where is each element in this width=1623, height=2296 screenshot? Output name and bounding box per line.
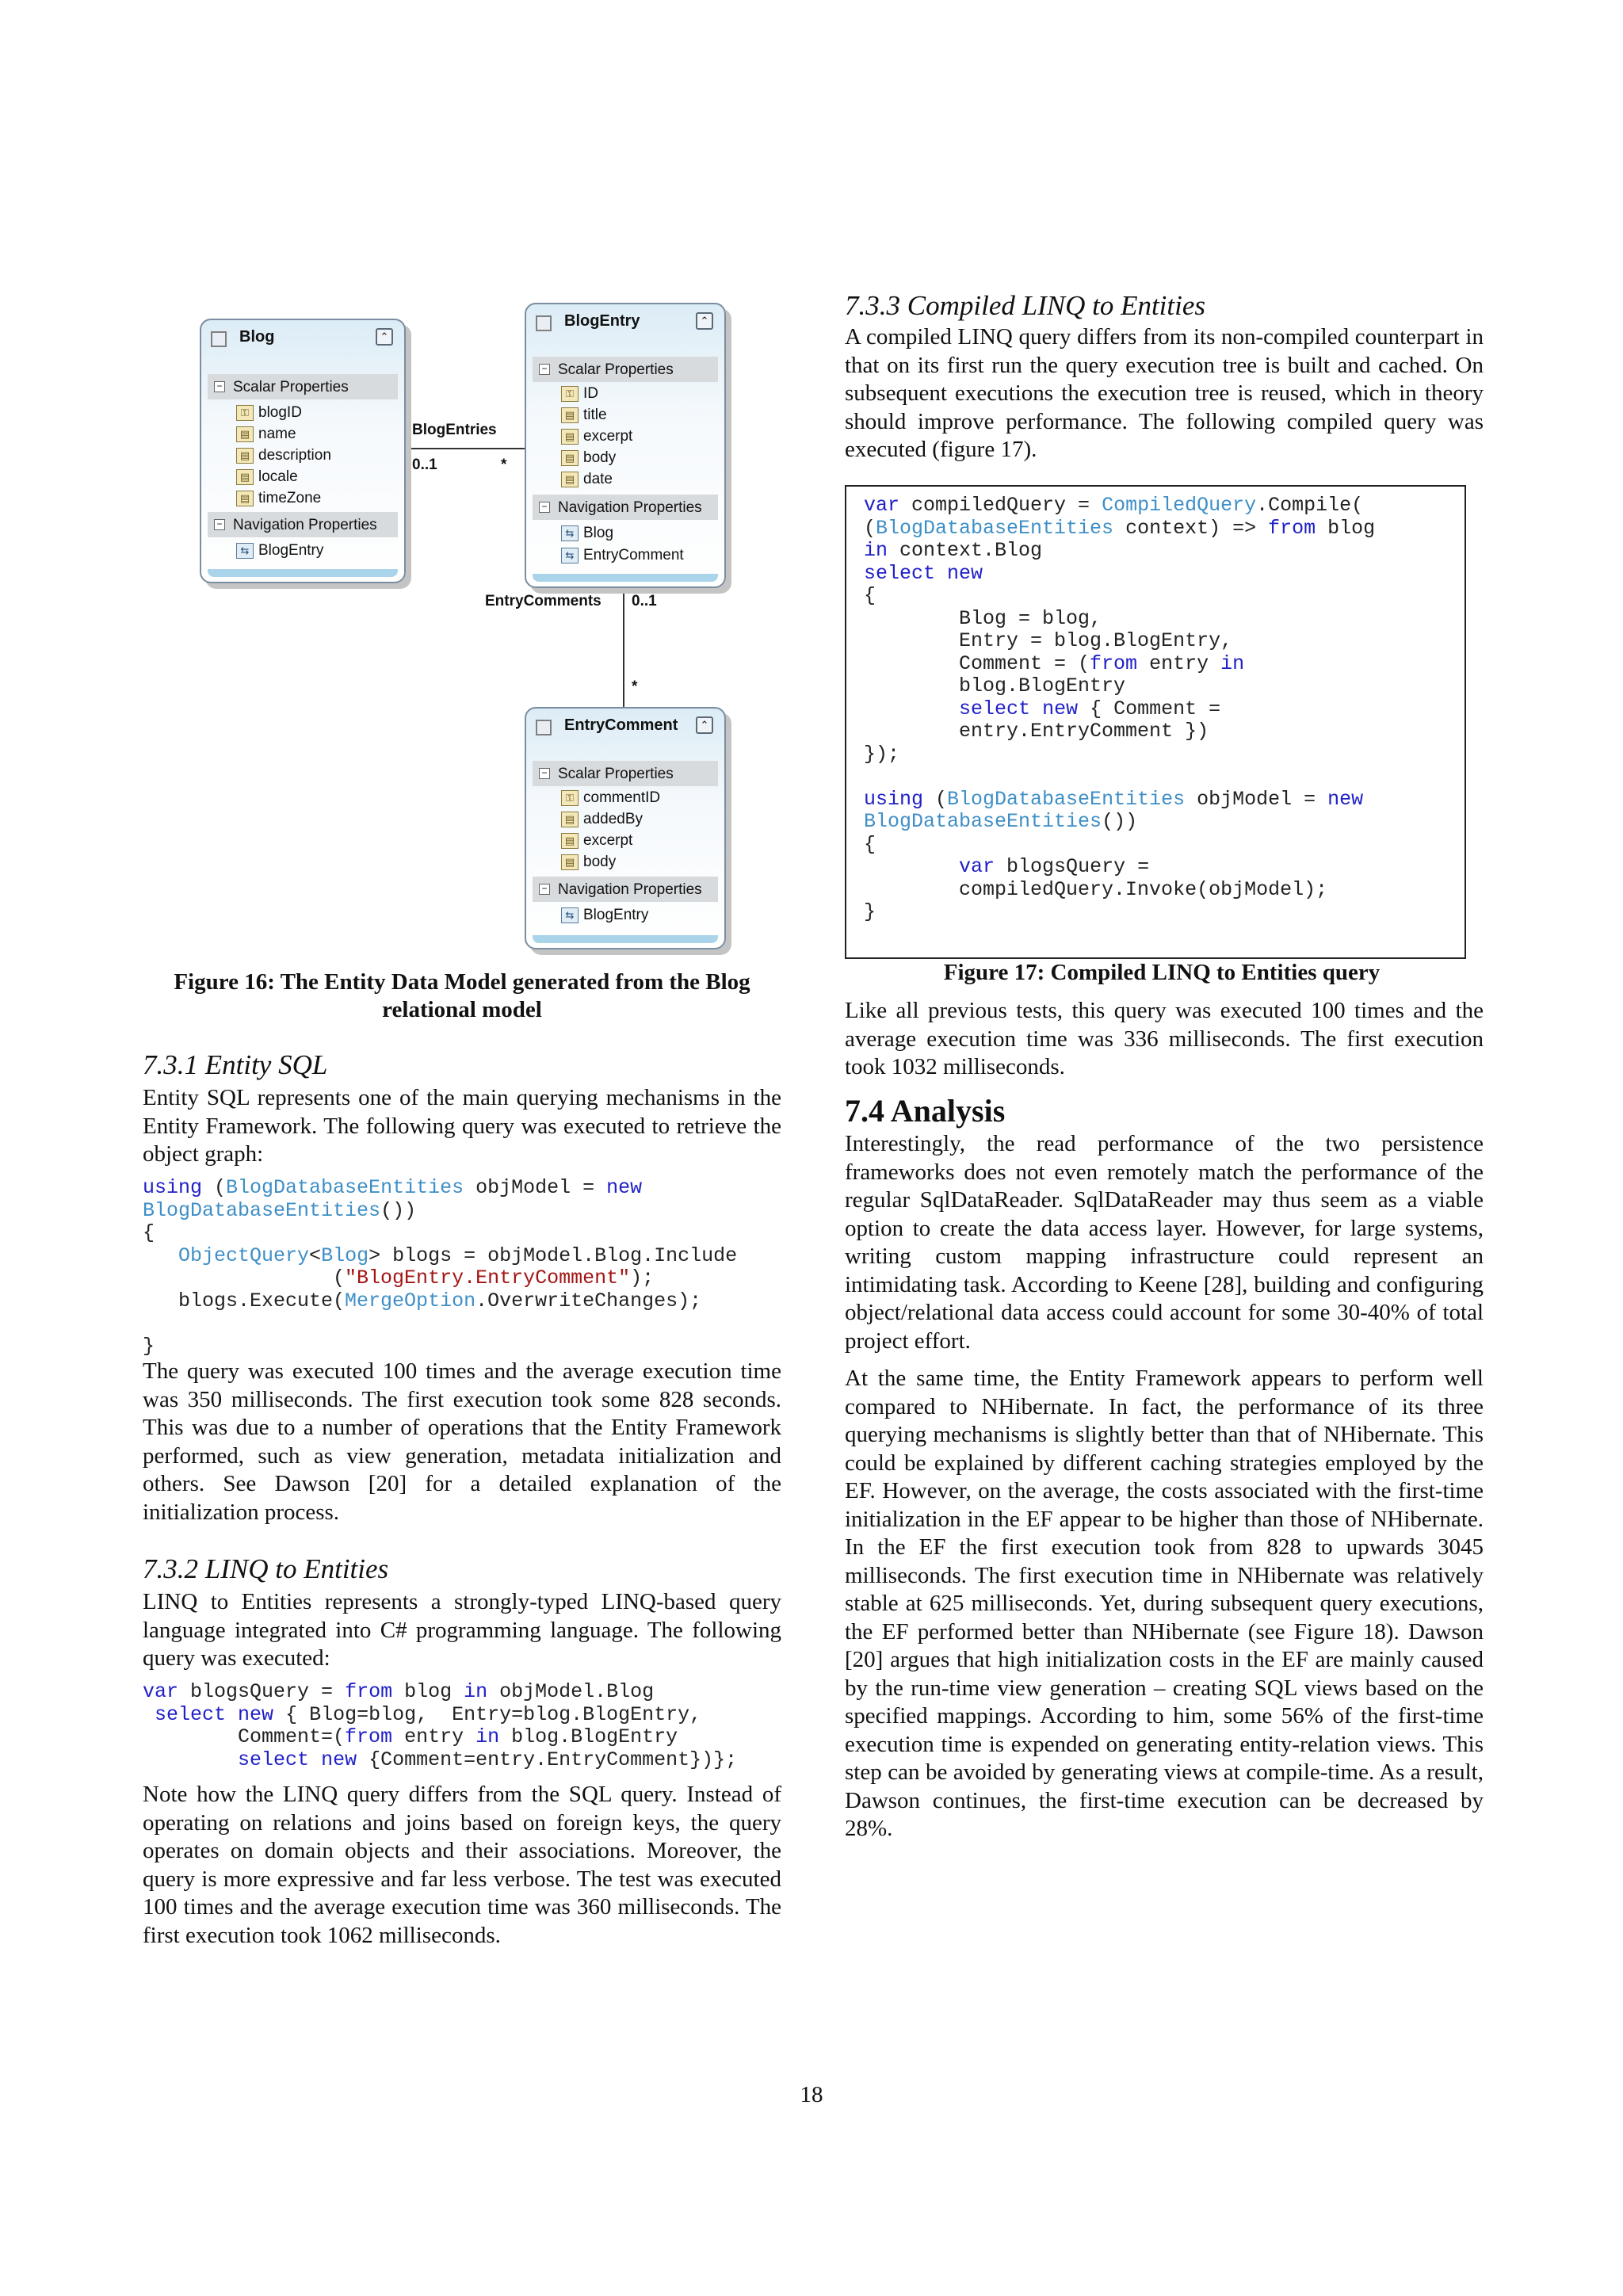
navigation-properties-header <box>533 495 718 520</box>
minus-icon: − <box>214 519 225 530</box>
section-7-3-1-intro: Entity SQL represents one of the main querying mechanisms in the Entity Framework. The following query was executed to retrieve the object graph: <box>143 1085 781 1167</box>
section-7-3-2-result: Note how the LINQ query differs from the SQL query. Instead of operating on relations and joins based on foreign keys, the query operates on domain objects and their associations. Moreover, the query is more expressive and far less verbose. The test was executed 100 times and the average execution time was 360 milliseconds. The first execution took 1062 milliseconds. <box>143 1782 781 1948</box>
property-label: Blog <box>583 525 614 541</box>
section-label: Navigation Properties <box>558 881 702 898</box>
blog-multiplicity: 0..1 <box>412 457 437 473</box>
property-icon: ▤ <box>561 854 579 870</box>
entity-icon <box>536 315 552 331</box>
property-label: commentID <box>583 789 661 806</box>
page-number: 18 <box>800 2082 823 2107</box>
caption-line: relational model <box>382 997 542 1022</box>
minus-icon: − <box>539 364 550 375</box>
section-label: Navigation Properties <box>233 517 377 533</box>
entity-icon <box>211 331 227 347</box>
entity-footer <box>533 574 718 582</box>
key-property-icon: ⚿ <box>561 386 579 402</box>
section-7-3-2-intro: LINQ to Entities represents a strongly-typed LINQ-based query language integrated into C# programming language. The following query was executed: <box>143 1589 781 1671</box>
property-label: blogID <box>258 404 302 421</box>
entity-footer <box>533 935 718 943</box>
caption-line: Figure 16: The Entity Data Model generated from the Blog <box>174 969 750 995</box>
navigation-property-icon: ⇆ <box>561 525 579 541</box>
entity-blog <box>200 319 406 583</box>
key-property-icon: ⚿ <box>561 790 579 806</box>
key-property-icon: ⚿ <box>236 405 254 421</box>
property-label: EntryComment <box>583 547 684 563</box>
property-label: locale <box>258 468 298 485</box>
entity-entrycomment <box>525 707 726 949</box>
property-label: addedBy <box>583 811 643 827</box>
navigation-properties-header <box>533 877 718 902</box>
navigation-properties-header <box>208 512 398 537</box>
section-7-3-2-heading: 7.3.2 LINQ to Entities <box>143 1553 389 1584</box>
entity-footer <box>208 569 398 577</box>
section-label: Scalar Properties <box>558 766 674 782</box>
property-label: BlogEntry <box>258 542 324 559</box>
collapse-icon: ⌃ <box>376 328 393 346</box>
property-label: excerpt <box>583 832 633 849</box>
property-icon: ▤ <box>561 833 579 849</box>
minus-icon: − <box>539 502 550 513</box>
section-7-4-para1: Interestingly, the read performance of the two persistence frameworks does not even remotely match the performance of the regular SqlDataReader. SqlDataReader may thus seem as a viable option to create the data access layer. However, for large systems, writing custom mapping infrastructure could represent an intimidating task. According to Keene [28], building and configuring object/relational data access could account for some 30-40% of total project effort. <box>845 1131 1484 1354</box>
navigation-property-icon: ⇆ <box>236 543 254 559</box>
collapse-icon: ⌃ <box>696 716 713 734</box>
property-icon: ▤ <box>236 469 254 485</box>
entry-comments-label: EntryComments <box>485 593 601 609</box>
property-label: excerpt <box>583 428 633 445</box>
section-label: Navigation Properties <box>558 499 702 516</box>
property-icon: ▤ <box>236 448 254 464</box>
entity-header <box>533 715 718 737</box>
section-label: Scalar Properties <box>558 361 674 378</box>
property-label: body <box>583 854 617 870</box>
entity-title: BlogEntry <box>564 312 640 330</box>
property-label: date <box>583 471 613 487</box>
property-label: body <box>583 449 617 466</box>
entry-multiplicity: 0..1 <box>632 593 657 609</box>
section-7-4-heading: 7.4 Analysis <box>845 1093 1006 1129</box>
property-label: description <box>258 447 331 464</box>
section-7-3-1-heading: 7.3.1 Entity SQL <box>143 1049 328 1080</box>
property-icon: ▤ <box>561 407 579 423</box>
section-7-3-3-result: Like all previous tests, this query was executed 100 times and the average execution time was 336 milliseconds. The first execution took 1032 milliseconds. <box>845 998 1484 1079</box>
property-label: ID <box>583 385 598 402</box>
figure-16-caption <box>143 968 781 1024</box>
property-label: title <box>583 407 607 423</box>
scalar-properties-header <box>208 374 398 399</box>
entity-title: Blog <box>239 328 275 346</box>
minus-icon: − <box>539 884 550 895</box>
navigation-property-icon: ⇆ <box>561 907 579 923</box>
entity-title: EntryComment <box>564 716 678 734</box>
blog-entries-label: BlogEntries <box>412 422 497 438</box>
entity-icon <box>536 720 552 735</box>
entity-header <box>208 327 398 349</box>
property-icon: ▤ <box>561 472 579 487</box>
linq-to-entities-code: var blogsQuery = from blog in objModel.Blog select new { Blog=blog, Entry=blog.BlogEntry, Comment=(from entry in blog.BlogEntry select new {Comment=entry.EntryComment})}; <box>143 1680 738 1771</box>
section-7-3-3-heading: 7.3.3 Compiled LINQ to Entities <box>845 290 1205 321</box>
property-icon: ▤ <box>561 450 579 466</box>
scalar-properties-header <box>533 357 718 382</box>
property-icon: ▤ <box>236 491 254 506</box>
property-icon: ▤ <box>561 812 579 827</box>
property-label: timeZone <box>258 490 322 506</box>
collapse-icon: ⌃ <box>696 312 713 330</box>
minus-icon: − <box>539 768 550 779</box>
section-label: Scalar Properties <box>233 379 349 395</box>
property-icon: ▤ <box>236 426 254 442</box>
figure-17-caption: Figure 17: Compiled LINQ to Entities query <box>943 960 1381 985</box>
property-label: name <box>258 426 296 442</box>
property-icon: ▤ <box>561 429 579 445</box>
minus-icon: − <box>214 381 225 392</box>
entity-sql-code: using (BlogDatabaseEntities objModel = new BlogDatabaseEntities()) { ObjectQuery<Blog> blogs = objModel.Blog.Include ("BlogEntry.EntryComment"); blogs.Execute(MergeOption.OverwriteChanges); } <box>143 1176 738 1358</box>
entity-header <box>533 311 718 333</box>
property-label: BlogEntry <box>583 907 649 923</box>
compiled-linq-code: var compiledQuery = CompiledQuery.Compile( (BlogDatabaseEntities context) => from blog in context.Blog select new { Blog = blog, Entry = blog.BlogEntry, Comment = (from entry in blog.BlogEntry select new { Comment = entry.EntryComment }) }); using (BlogDatabaseEntities objModel = new BlogDatabaseEntities()) { var blogsQuery = compiledQuery.Invoke(objModel); } <box>864 494 1376 923</box>
entity-blogentry <box>525 303 726 588</box>
section-7-4-para2: At the same time, the Entity Framework appears to perform well compared to NHibernate. In fact, the performance of its three querying mechanisms is slightly better than that of NHibernate. This could be explained by different caching strategies employed by the EF. However, on the average, the costs associated with the first-time initialization in the EF appear to be higher than those of NHibernate. In the EF the first execution took from 828 to upwards 3045 milliseconds. The first execution time in NHibernate was relatively stable at 625 milliseconds. Yet, during subsequent query executions, the EF performed better than NHibernate (see Figure 18). Dawson [20] argues that high initialization costs in the EF are mainly caused by the run-time view generation – creating SQL views based on the specified mappings. According to him, some 56% of the first-time execution time is expended on generating entity-relation views. This step can be avoided by generating views at compile-time. As a result, Dawson continues, the first-time execution can be decreased by 28%. <box>845 1366 1484 1841</box>
section-7-3-1-result: The query was executed 100 times and the average execution time was 350 milliseconds. The first execution took some 828 seconds. This was due to a number of operations that the Entity Framework performed, such as view generation, metadata initialization and others. See Dawson [20] for a detailed explanation of the initialization process. <box>143 1358 781 1525</box>
navigation-property-icon: ⇆ <box>561 548 579 563</box>
comments-multiplicity: * <box>632 678 638 695</box>
scalar-properties-header <box>533 761 718 786</box>
section-7-3-3-intro: A compiled LINQ query differs from its non-compiled counterpart in that on its first run the query execution tree is built and cached. On subsequent executions the execution tree is reused, which in theory should improve performance. The following compiled query was executed (figure 17). <box>845 324 1484 462</box>
entries-multiplicity: * <box>501 457 507 473</box>
